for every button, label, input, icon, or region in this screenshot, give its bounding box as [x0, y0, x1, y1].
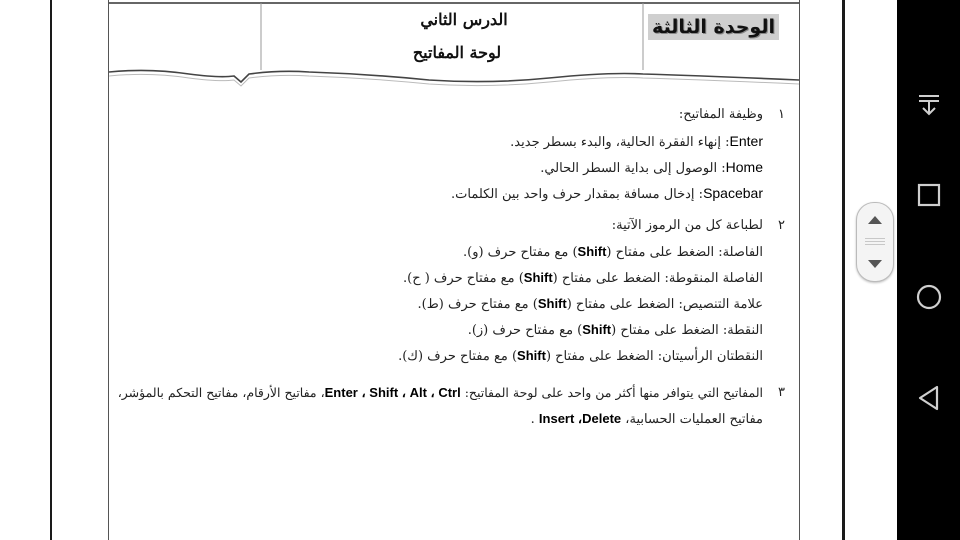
- section-3-line-2-suffix: .: [530, 412, 539, 427]
- section-3-line-2-prefix: مفاتيح العمليات الحسابية،: [625, 412, 763, 427]
- section-2-number: ٢: [778, 218, 785, 233]
- item-text-after: ) مع مفتاح حرف (ك).: [398, 349, 518, 364]
- item-text-before: الفاصلة المنقوطة: الضغط على مفتاح (: [552, 271, 763, 286]
- grip-line: [865, 241, 885, 242]
- key-description: : الوصول إلى بداية السطر الحالي.: [540, 161, 726, 176]
- item-text-before: علامة التنصيص: الضغط على مفتاح (: [566, 297, 763, 312]
- item-text-after: ) مع مفتاح حرف (ز).: [467, 323, 583, 338]
- viewer-border-right: [842, 0, 845, 540]
- shift-key-label: Shift: [523, 270, 553, 285]
- shift-key-label: Shift: [517, 348, 546, 363]
- section-3-suffix: ، مفاتيح الأرقام، مفاتيح التحكم بالمؤشر،: [117, 385, 325, 400]
- triangle-down-icon: [867, 259, 883, 269]
- scroll-down-button[interactable]: [857, 251, 893, 277]
- page-scroll-control[interactable]: [856, 202, 894, 282]
- android-navigation-bar: [897, 0, 960, 540]
- item-text-before: الفاصلة: الضغط على مفتاح (: [606, 245, 763, 260]
- section-3-number: ٣: [778, 385, 785, 400]
- page-header: [109, 0, 799, 90]
- key-description: : إنهاء الفقرة الحالية، والبدء بسطر جديد.: [510, 135, 730, 150]
- home-button[interactable]: [897, 272, 960, 322]
- key-name: Spacebar: [703, 185, 763, 201]
- document-page: [108, 0, 800, 540]
- section-3-line-1: [118, 385, 763, 401]
- notification-pull-button[interactable]: [897, 80, 960, 130]
- triangle-up-icon: [867, 215, 883, 225]
- shift-key-label: Shift: [582, 322, 612, 337]
- unit-title: الوحدة الثالثة: [648, 14, 779, 40]
- section-2-item: [403, 270, 763, 286]
- recent-apps-button[interactable]: [897, 170, 960, 220]
- grip-line: [865, 238, 885, 239]
- key-name: Enter: [729, 133, 763, 149]
- lesson-name: لوحة المفاتيح: [412, 43, 502, 62]
- back-triangle-icon: [915, 384, 943, 412]
- circle-icon: [915, 283, 943, 311]
- section-1-item: [540, 159, 763, 176]
- section-1-item: [510, 133, 763, 150]
- section-2-item: [468, 322, 763, 338]
- grip-line: [865, 244, 885, 245]
- section-2-item: [398, 348, 763, 364]
- lesson-number: الدرس الثاني: [420, 10, 508, 29]
- section-2-item: [463, 244, 763, 260]
- square-icon: [916, 182, 942, 208]
- section-2-item: [418, 296, 763, 312]
- back-button[interactable]: [897, 373, 960, 423]
- key-description: : إدخال مسافة بمقدار حرف واحد بين الكلمات.: [451, 187, 704, 202]
- item-text-before: النقطتان الرأسيتان: الضغط على مفتاح (: [545, 349, 763, 364]
- section-3-keys: Enter ، Shift ، Alt ، Ctrl: [324, 385, 461, 400]
- item-text-before: النقطة: الضغط على مفتاح (: [611, 323, 763, 338]
- item-text-after: ) مع مفتاح حرف (و).: [462, 245, 578, 260]
- shift-key-label: Shift: [537, 296, 567, 311]
- viewer-border-left: [50, 0, 52, 540]
- pull-down-icon: [916, 92, 942, 118]
- scroll-up-button[interactable]: [857, 207, 893, 233]
- section-3-line-2-keys: Insert ،Delete: [538, 411, 622, 426]
- section-1-item: [451, 185, 763, 202]
- section-3-line-2: [531, 411, 763, 427]
- item-text-after: ) مع مفتاح حرف ( ح).: [402, 271, 524, 286]
- section-3-prefix: المفاتيح التي يتوافر منها أكثر من واحد على لوحة المفاتيح:: [464, 385, 763, 400]
- section-1-number: ١: [778, 107, 785, 122]
- section-2-intro: لطباعة كل من الرموز الآتية:: [611, 218, 763, 233]
- key-name: Home: [725, 159, 763, 175]
- shift-key-label: Shift: [577, 244, 607, 259]
- section-1-intro: وظيفة المفاتيح:: [678, 107, 763, 122]
- item-text-after: ) مع مفتاح حرف (ط).: [417, 297, 538, 312]
